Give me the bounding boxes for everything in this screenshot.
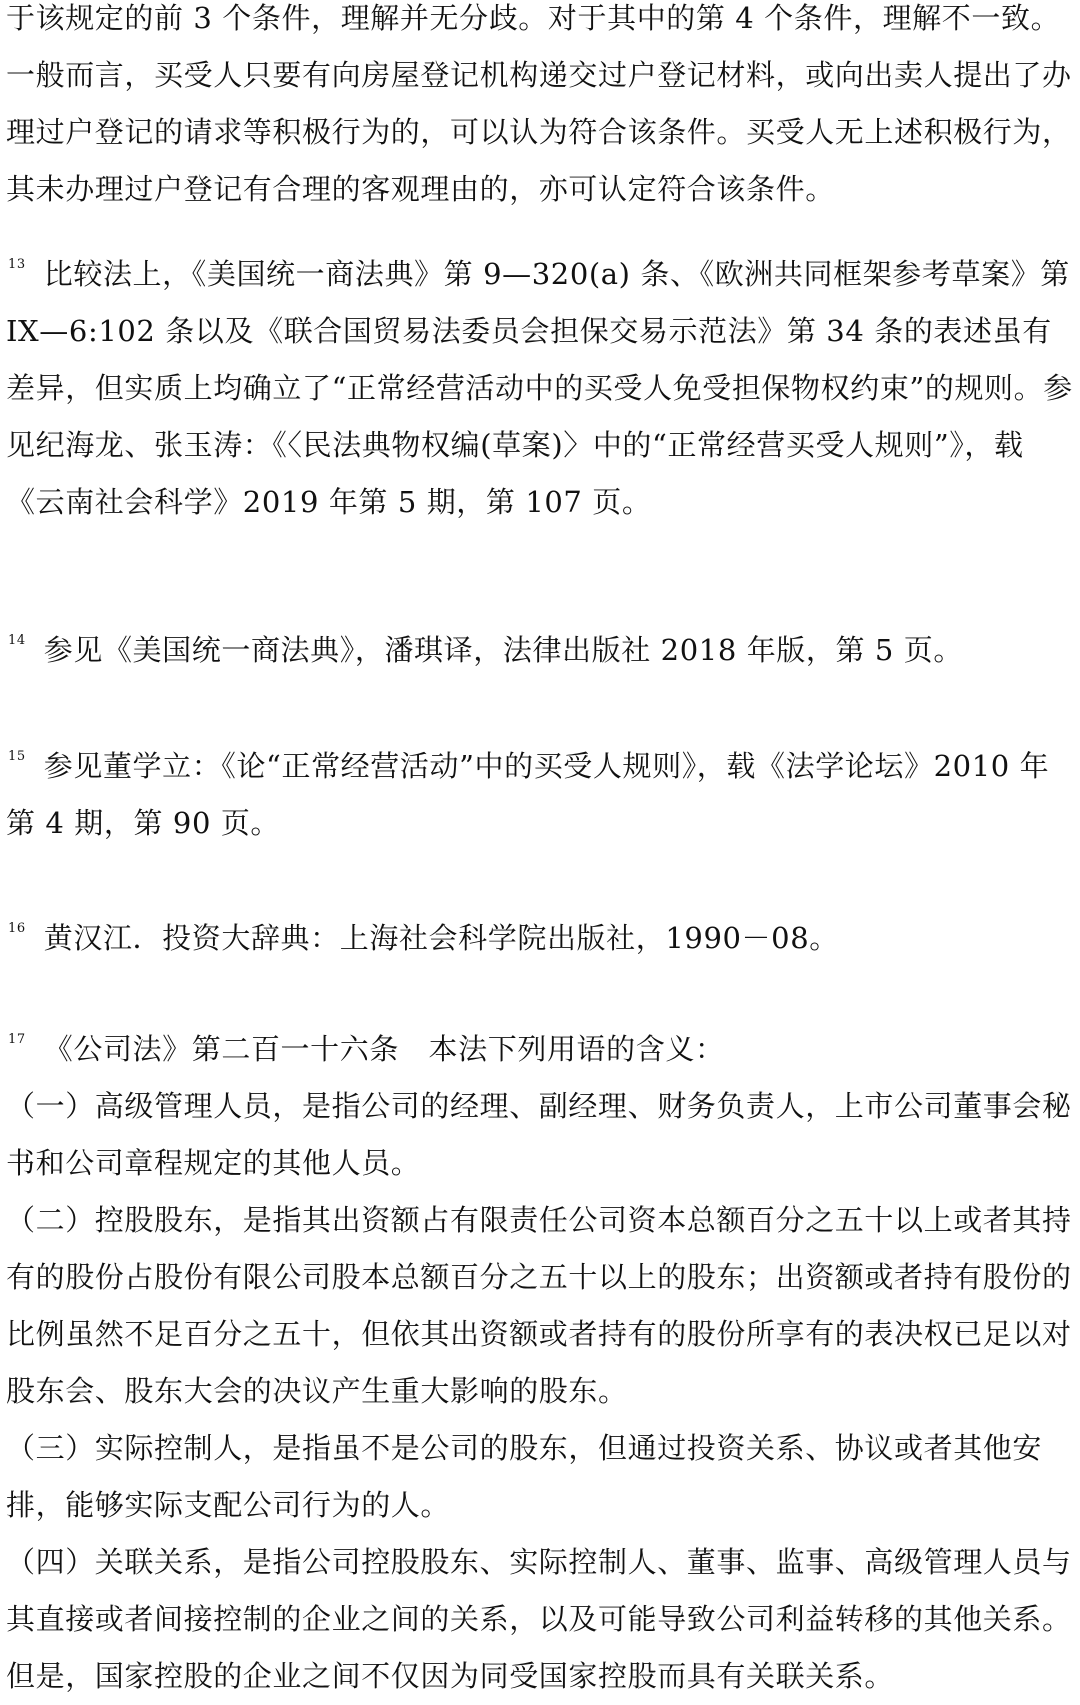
- footnote-number: 13: [8, 257, 26, 272]
- list-item-related-relationship: [6, 1534, 1074, 1705]
- footnote-text: 黄汉江．投资大辞典：上海社会科学院出版社，1990－08。: [43, 921, 839, 955]
- footnote-14: [6, 622, 1074, 679]
- paragraph-intro: [6, 0, 1074, 218]
- footnote-number: 17: [8, 1032, 26, 1047]
- footnote-number: 14: [8, 633, 26, 648]
- footnote-text: 比较法上，《美国统一商法典》第 9—320(a) 条、《欧洲共同框架参考草案》第 IX—6:102 条以及《联合国贸易法委员会担保交易示范法》第 34 条的表述虽有差异，但实质上均确立了“正常经营活动中的买受人免受担保物权约束”的规则。参见纪海龙、张玉涛：《〈民法典物权编(草案)〉中的“正常经营买受人规则”》，载《云南社会科学》2019 年第 5 期，第 107 页。: [6, 257, 1073, 519]
- paragraph-text: 于该规定的前 3 个条件，理解并无分歧。对于其中的第 4 个条件，理解不一致。一般而言，买受人只要有向房屋登记机构递交过户登记材料，或向出卖人提出了办理过户登记的请求等积极行为的，可以认为符合该条件。买受人无上述积极行为，其未办理过户登记有合理的客观理由的，亦可认定符合该条件。: [6, 1, 1072, 206]
- footnote-number: 16: [8, 921, 26, 936]
- list-item-actual-controller: [6, 1420, 1074, 1534]
- footnote-13: [6, 246, 1074, 531]
- list-item-text: （四）关联关系，是指公司控股股东、实际控制人、董事、监事、高级管理人员与其直接或者间接控制的企业之间的关系，以及可能导致公司利益转移的其他关系。但是，国家控股的企业之间不仅因为同受国家控股而具有关联关系。: [6, 1545, 1072, 1693]
- footnote-text: 参见董学立：《论“正常经营活动”中的买受人规则》，载《法学论坛》2010 年第 4 期，第 90 页。: [6, 749, 1050, 840]
- footnote-15: [6, 738, 1074, 852]
- list-item-text: （一）高级管理人员，是指公司的经理、副经理、财务负责人，上市公司董事会秘书和公司章程规定的其他人员。: [6, 1089, 1072, 1180]
- list-item-text: （三）实际控制人，是指虽不是公司的股东，但通过投资关系、协议或者其他安排，能够实际支配公司行为的人。: [6, 1431, 1043, 1522]
- footnote-text: 《公司法》第二百一十六条 本法下列用语的含义：: [43, 1032, 725, 1066]
- list-item-senior-management: [6, 1078, 1074, 1192]
- list-item-controlling-shareholder: [6, 1192, 1074, 1420]
- footnote-16: [6, 910, 1074, 967]
- footnote-text: 参见《美国统一商法典》，潘琪译，法律出版社 2018 年版，第 5 页。: [43, 633, 963, 667]
- footnote-17: [6, 1021, 1074, 1078]
- list-item-text: （二）控股股东，是指其出资额占有限责任公司资本总额百分之五十以上或者其持有的股份占股份有限公司股本总额百分之五十以上的股东；出资额或者持有股份的比例虽然不足百分之五十，但依其出资额或者持有的股份所享有的表决权已足以对股东会、股东大会的决议产生重大影响的股东。: [6, 1203, 1072, 1408]
- footnote-number: 15: [8, 749, 26, 764]
